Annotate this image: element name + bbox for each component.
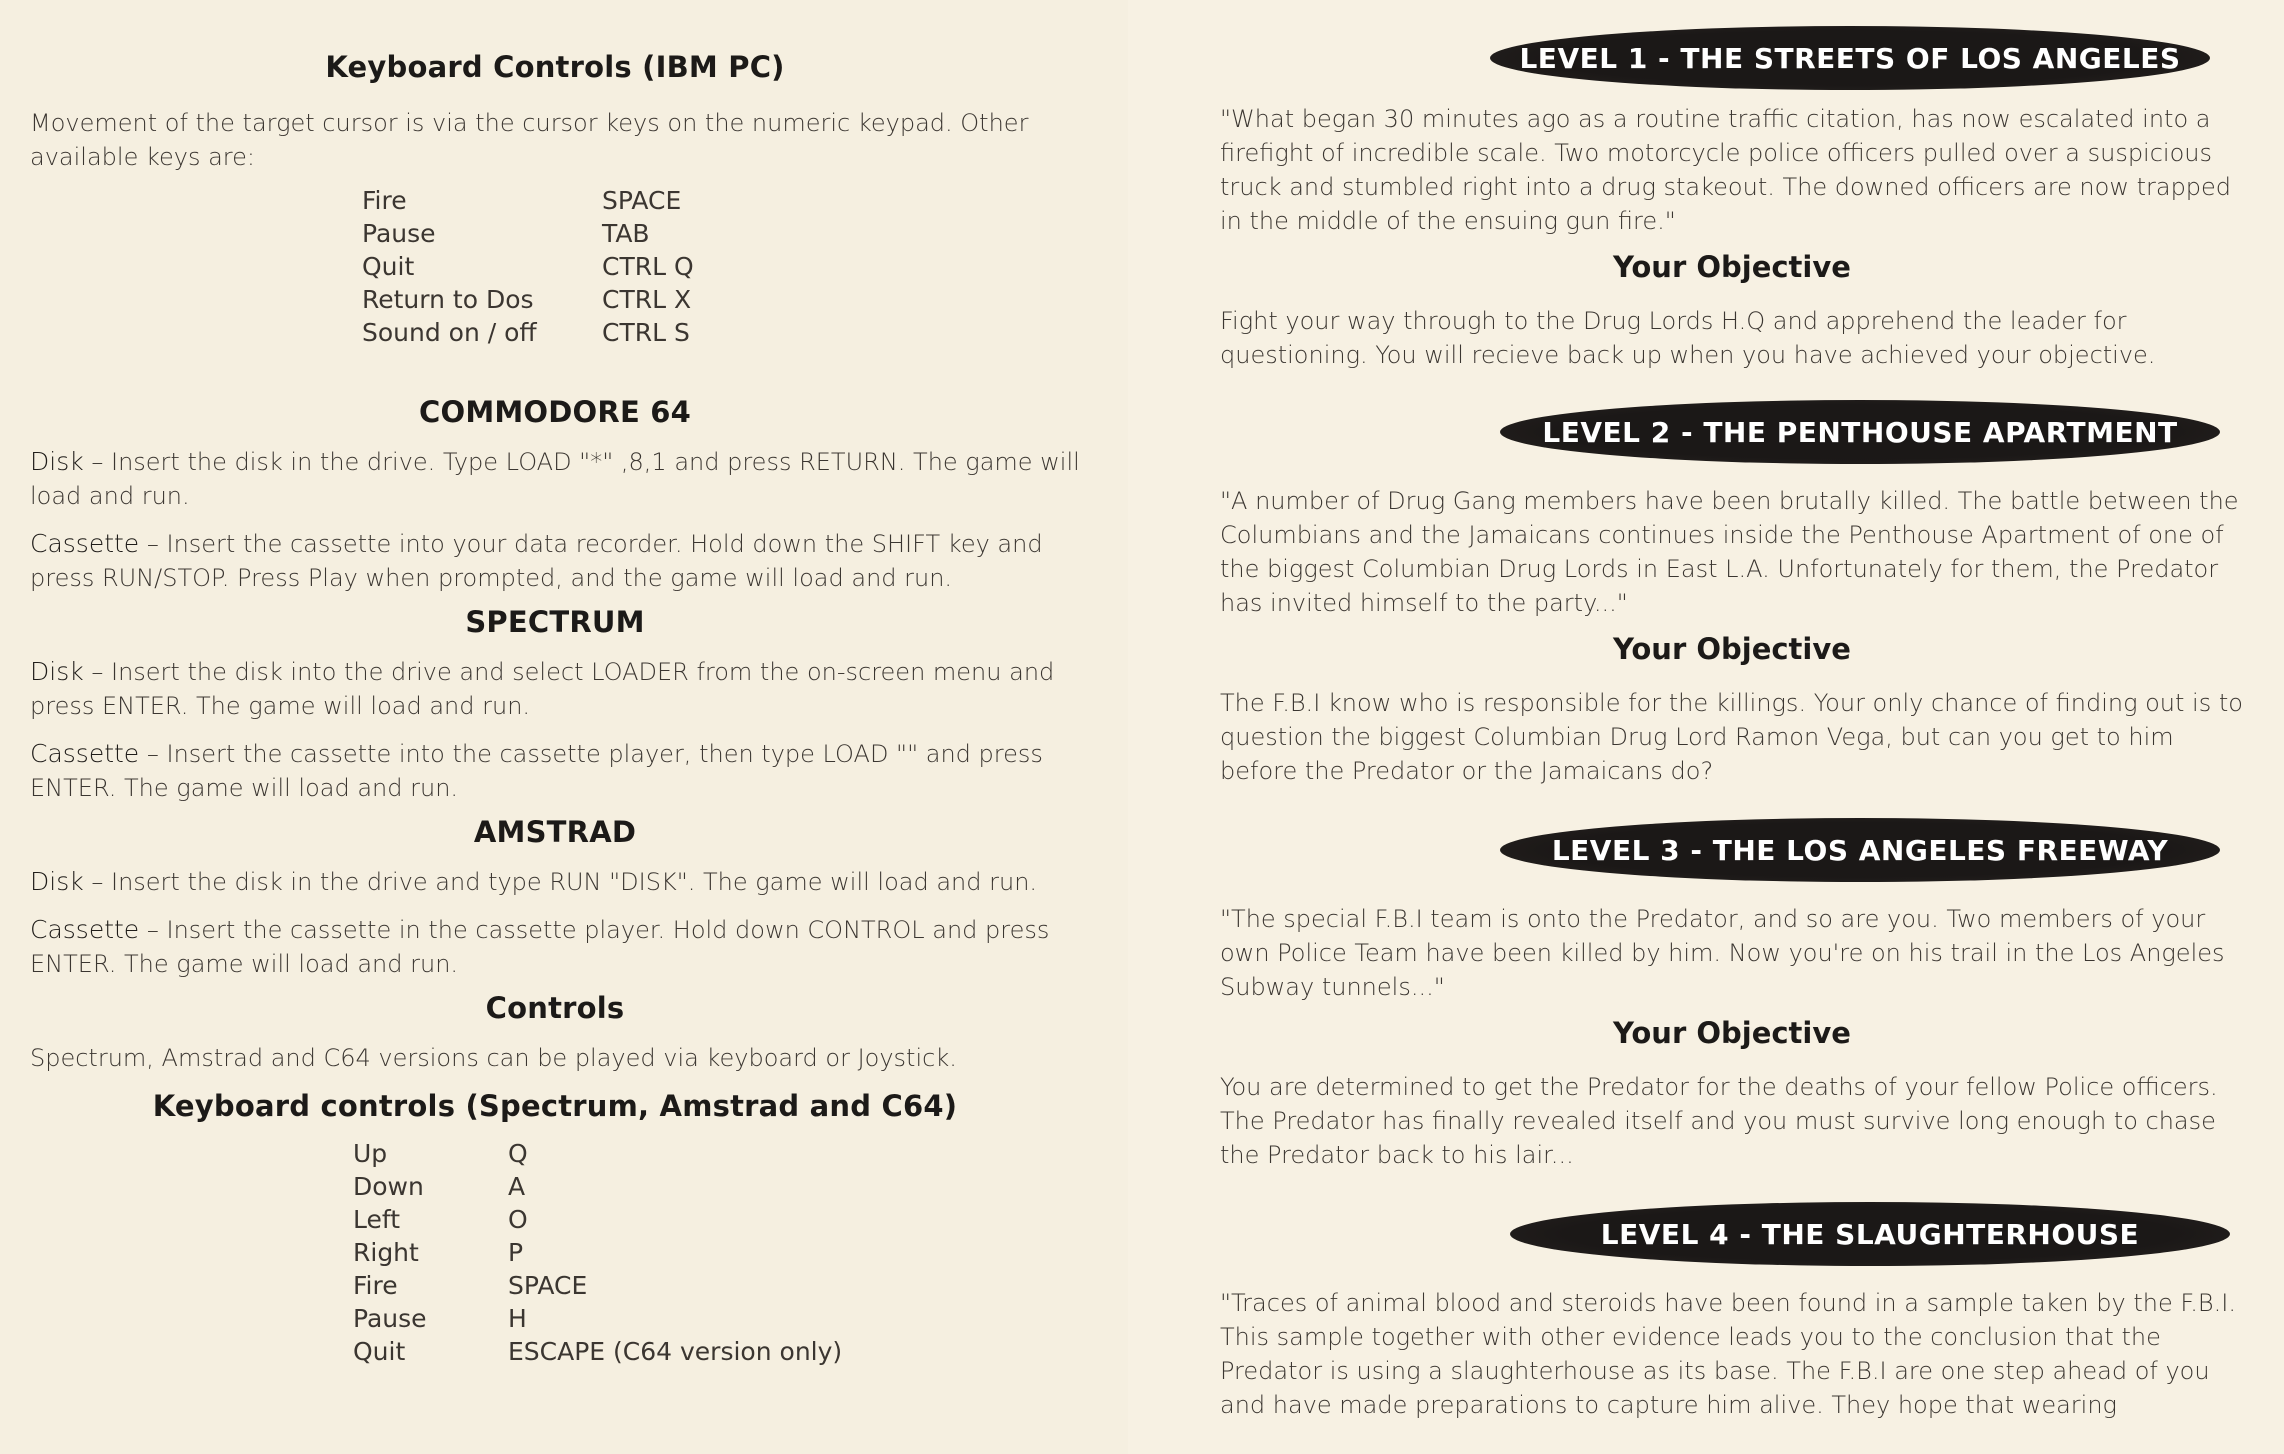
c64-cassette-text: Insert the cassette into your data recorder. Hold down the SHIFT key and press RUN/STOP. Press Play when prompted, and the game will load and run. <box>30 530 1043 592</box>
spectrum-heading: SPECTRUM <box>465 605 645 639</box>
amstrad-cassette-text: Insert the cassette in the cassette player. Hold down CONTROL and press ENTER. The game will load and run. <box>30 916 1050 978</box>
amstrad-heading: AMSTRAD <box>473 815 637 849</box>
level-3-objective: You are determined to get the Predator for the deaths of your fellow Police officers. The Predator has finally revealed itself and you must survive long enough to chase the Predator back to his lair... <box>1220 1073 2218 1169</box>
dash: – <box>91 448 104 476</box>
controls-text: Spectrum, Amstrad and C64 versions can be played via keyboard or Joystick. <box>30 1044 957 1072</box>
key-binding: TAB <box>602 219 650 248</box>
c64-heading: COMMODORE 64 <box>418 395 692 429</box>
key-binding: CTRL S <box>602 318 690 347</box>
level-1-objective: Fight your way through to the Drug Lords H.Q and apprehend the leader for questioning. You will recieve back up when you have achieved your objective. <box>1220 307 2156 369</box>
level-3-story: "The special F.B.I team is onto the Predator, and so are you. Two members of your own Police Team have been killed by him. Now you're on his trail in the Los Angeles Subway tunnels..." <box>1220 905 2225 1001</box>
key-action: Pause <box>353 1304 427 1333</box>
level-2-objective: The F.B.I know who is responsible for the killings. Your only chance of finding out is to question the biggest Columbian Drug Lord Ramon Vega, but can you get to him before the Predator or the Jamaicans do? <box>1220 689 2243 785</box>
key-binding: Q <box>508 1139 528 1168</box>
level-4-story: "Traces of animal blood and steroids have been found in a sample taken by the F.B.I. This sample together with other evidence leads you to the conclusion that the Predator is using a slaughterhouse as its base. The F.B.I are one step ahead of you and have made preparations to capture him alive. They hope that wearing <box>1220 1289 2236 1419</box>
right-page <box>1128 0 2284 1454</box>
key-binding: SPACE <box>508 1271 588 1300</box>
dash: – <box>91 658 104 686</box>
level-2-objective-heading: Your Objective <box>1613 632 1851 666</box>
ibm-key-table <box>362 184 1080 349</box>
amstrad-disk <box>30 865 1080 899</box>
key-action: Return to Dos <box>362 285 534 314</box>
spectrum-cassette-text: Insert the cassette into the cassette player, then type LOAD "" and press ENTER. The game will load and run. <box>30 740 1043 802</box>
dash: – <box>146 530 159 558</box>
key-action: Right <box>353 1238 419 1267</box>
level-3-title: LEVEL 3 - THE LOS ANGELES FREEWAY <box>1551 833 2169 867</box>
level-1-story: "What began 30 minutes ago as a routine traffic citation, has now escalated into a firefight of incredible scale. Two motorcycle police officers pulled over a suspicious truck and stumbled right into a drug stakeout. The downed officers are now trapped in the middle of the ensuing gun fire." <box>1220 105 2232 235</box>
key-action: Pause <box>362 219 436 248</box>
spectrum-cassette-label: Cassette <box>30 739 140 768</box>
spec-keys-heading: Keyboard controls (Spectrum, Amstrad and C64) <box>152 1089 958 1123</box>
key-action: Fire <box>353 1271 398 1300</box>
c64-disk-text: Insert the disk in the drive. Type LOAD "*" ,8,1 and press RETURN. The game will load and run. <box>30 448 1080 510</box>
c64-disk-label: Disk <box>30 447 84 476</box>
key-binding: O <box>508 1205 528 1234</box>
spectrum-cassette <box>30 737 1080 805</box>
c64-disk <box>30 445 1080 513</box>
level-4-title: LEVEL 4 - THE SLAUGHTERHOUSE <box>1600 1217 2140 1251</box>
key-binding: CTRL Q <box>602 252 694 281</box>
spec-key-table <box>353 1137 1080 1368</box>
spectrum-disk <box>30 655 1080 723</box>
c64-cassette <box>30 527 1080 595</box>
key-binding: CTRL X <box>602 285 692 314</box>
level-1-title: LEVEL 1 - THE STREETS OF LOS ANGELES <box>1519 41 2181 75</box>
key-binding: SPACE <box>602 186 682 215</box>
level-1-objective-heading: Your Objective <box>1613 250 1851 284</box>
key-action: Quit <box>362 252 415 281</box>
ibm-heading: Keyboard Controls (IBM PC) <box>325 50 785 84</box>
c64-cassette-label: Cassette <box>30 529 140 558</box>
level-2-banner <box>1500 400 2220 464</box>
key-action: Up <box>353 1139 388 1168</box>
amstrad-cassette <box>30 913 1080 981</box>
level-2-story: "A number of Drug Gang members have been brutally killed. The battle between the Columbians and the Jamaicans continues inside the Penthouse Apartment of one of the biggest Columbian Drug Lords in East L.A. Unfortunately for them, the Predator has invited himself to the party..." <box>1220 487 2239 617</box>
amstrad-disk-label: Disk <box>30 867 84 896</box>
level-4-banner <box>1510 1202 2230 1266</box>
key-action: Sound on / off <box>362 318 537 347</box>
level-3-banner <box>1500 818 2220 882</box>
key-binding: H <box>508 1304 527 1333</box>
dash: – <box>91 868 104 896</box>
key-action: Fire <box>362 186 407 215</box>
key-binding: P <box>508 1238 524 1267</box>
ibm-intro: Movement of the target cursor is via the cursor keys on the numeric keypad. Other available keys are: <box>30 109 1029 171</box>
amstrad-disk-text: Insert the disk in the drive and type RUN "DISK". The game will load and run. <box>110 868 1038 896</box>
spectrum-disk-text: Insert the disk into the drive and select LOADER from the on-screen menu and press ENTER. The game will load and run. <box>30 658 1055 720</box>
key-action: Down <box>353 1172 424 1201</box>
level-1-banner <box>1490 26 2210 90</box>
left-page <box>0 0 1128 1454</box>
key-action: Quit <box>353 1337 406 1366</box>
key-binding: ESCAPE (C64 version only) <box>508 1337 843 1366</box>
controls-heading: Controls <box>485 991 625 1025</box>
dash: – <box>146 916 159 944</box>
level-2-title: LEVEL 2 - THE PENTHOUSE APARTMENT <box>1542 415 2178 449</box>
dash: – <box>146 740 159 768</box>
amstrad-cassette-label: Cassette <box>30 915 140 944</box>
spectrum-disk-label: Disk <box>30 657 84 686</box>
level-3-objective-heading: Your Objective <box>1613 1016 1851 1050</box>
key-action: Left <box>353 1205 401 1234</box>
key-binding: A <box>508 1172 526 1201</box>
